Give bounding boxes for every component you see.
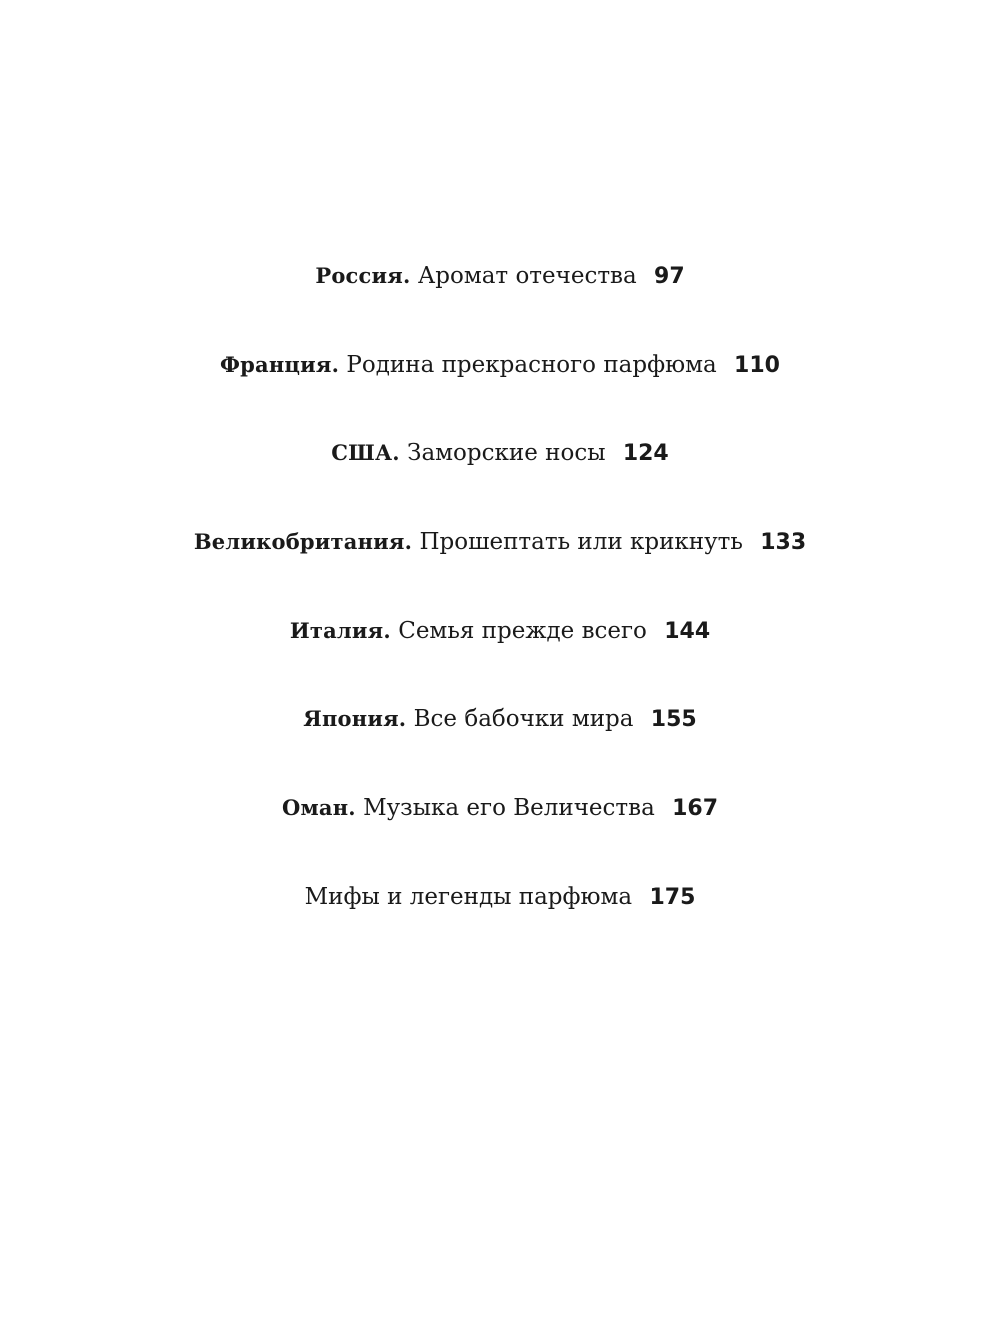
toc-entry-usa xyxy=(0,435,1000,524)
toc-entry-oman xyxy=(0,790,1000,879)
toc-country: Великобритания. xyxy=(193,529,413,555)
toc-country: Япония. xyxy=(303,706,407,732)
toc-page-number: 175 xyxy=(649,884,696,910)
table-of-contents xyxy=(0,258,1000,968)
toc-page-number: 133 xyxy=(760,530,807,556)
toc-title: Родина прекрасного парфюма xyxy=(346,351,717,378)
toc-page-number: 97 xyxy=(654,264,685,289)
toc-country: Франция. xyxy=(220,351,340,377)
toc-entry-myths xyxy=(0,879,1000,968)
toc-country: Оман. xyxy=(281,795,356,821)
toc-title: Прошептать или крикнуть xyxy=(419,529,743,556)
toc-page-number: 124 xyxy=(622,441,669,467)
toc-country: Россия. xyxy=(315,263,411,288)
toc-entry-great-britain xyxy=(0,524,1000,613)
toc-title: Все бабочки мира xyxy=(413,706,634,733)
toc-title: Семья прежде всего xyxy=(398,617,647,644)
toc-entry-italy xyxy=(0,613,1000,702)
toc-title: Аромат отечества xyxy=(417,263,637,289)
toc-title: Мифы и легенды парфюма xyxy=(304,883,633,910)
toc-page-number: 167 xyxy=(672,796,719,822)
toc-country: Италия. xyxy=(289,617,391,643)
toc-title: Музыка его Величества xyxy=(363,795,655,822)
toc-entry-russia xyxy=(0,258,1000,347)
toc-page-number: 155 xyxy=(650,707,697,733)
toc-entry-france xyxy=(0,347,1000,436)
toc-title: Заморские носы xyxy=(407,440,606,467)
toc-entry-japan xyxy=(0,701,1000,790)
toc-country: США. xyxy=(331,440,400,466)
toc-page-number: 110 xyxy=(734,352,780,378)
toc-page-number: 144 xyxy=(664,618,711,644)
